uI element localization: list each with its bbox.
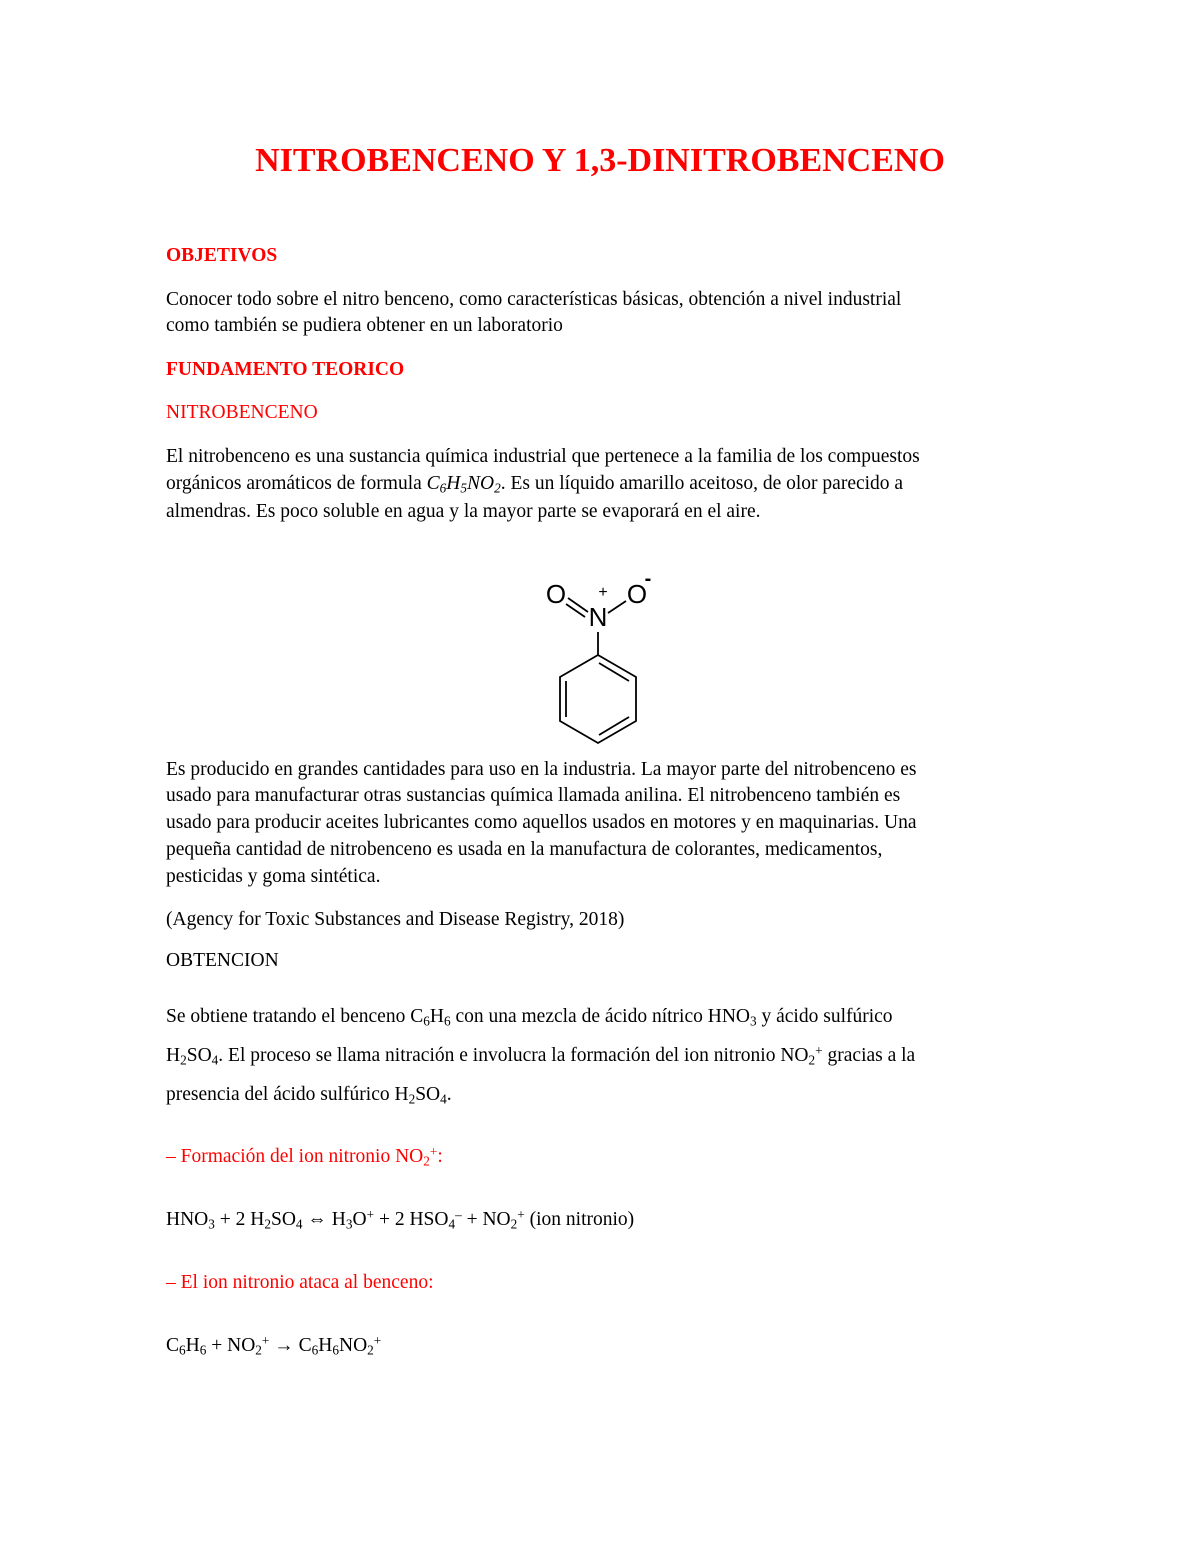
text-fragment: + NO	[206, 1335, 256, 1356]
atom-n: N	[588, 602, 608, 632]
text-fragment: → C	[269, 1335, 312, 1356]
subscript: 6	[423, 1013, 430, 1029]
nitrobenzene-structure-diagram	[535, 565, 665, 755]
objetivos-line-1: Conocer todo sobre el nitro benceno, como características básicas, obtención a nivel industrial	[166, 289, 902, 310]
subscript: 4	[295, 1216, 303, 1232]
formula-part: H	[446, 473, 461, 494]
ataque-heading: – El ion nitronio ataca al benceno:	[166, 1272, 434, 1293]
page-title: NITROBENCENO Y 1,3-DINITROBENCENO	[255, 142, 945, 179]
formula-part: NO	[467, 473, 495, 494]
text-fragment: C	[166, 1335, 180, 1356]
text-fragment: SO	[270, 1209, 296, 1230]
text-fragment: O	[352, 1209, 367, 1230]
charge-minus: -	[644, 568, 652, 590]
fundamento-heading: FUNDAMENTO TEORICO	[166, 359, 405, 380]
text-fragment: SO	[186, 1045, 212, 1066]
formacion-heading	[166, 1144, 443, 1170]
subscript: 2	[423, 1153, 430, 1169]
text-fragment: H	[166, 1045, 181, 1066]
text-fragment: + 2 H	[214, 1209, 265, 1230]
subscript: 2	[408, 1091, 416, 1107]
superscript: +	[429, 1144, 438, 1160]
paragraph-2-line-1: Es producido en grandes cantidades para uso en la industria. La mayor parte del nitrobenceno es	[166, 759, 917, 780]
superscript: –	[455, 1207, 462, 1223]
text-fragment: orgánicos aromáticos de formula	[166, 473, 427, 494]
subscript: 6	[199, 1342, 207, 1358]
text-fragment: y ácido sulfúrico	[756, 1006, 893, 1027]
subscript: 6	[179, 1342, 186, 1358]
superscript: +	[517, 1207, 525, 1223]
subscript: 2	[255, 1342, 262, 1358]
subscript: 6	[311, 1342, 319, 1358]
text-fragment: ⇔ H	[302, 1209, 346, 1230]
bond-n-o-single	[608, 601, 626, 613]
superscript: +	[373, 1333, 382, 1349]
text-fragment: . Es un líquido amarillo aceitoso, de olor parecido a	[500, 473, 904, 494]
text-fragment: (ion nitronio)	[524, 1209, 635, 1230]
subscript: 2	[367, 1342, 374, 1358]
text-fragment: HNO	[166, 1209, 209, 1230]
text-fragment: H	[185, 1335, 200, 1356]
bond-n-o-double-1	[568, 598, 588, 612]
subscript: 4	[211, 1052, 219, 1068]
text-fragment: H	[318, 1335, 333, 1356]
text-fragment: + 2 HSO	[374, 1209, 449, 1230]
formula-sub: 6	[439, 480, 447, 496]
subscript: 2	[180, 1052, 187, 1068]
paragraph-2-line-3: usado para producir aceites lubricantes como aquellos usados en motores y en maquinarias. Una	[166, 812, 917, 833]
subscript: 2	[808, 1052, 816, 1068]
text-fragment: – Formación del ion nitronio NO	[166, 1146, 424, 1167]
obtencion-line-1	[166, 1004, 893, 1030]
formula-part: C	[426, 473, 440, 494]
text-fragment: con una mezcla de ácido nítrico HNO	[450, 1006, 750, 1027]
nitrobenceno-subheading: NITROBENCENO	[166, 402, 318, 423]
superscript: +	[366, 1207, 375, 1223]
formula-c6h5no2	[427, 473, 501, 494]
formula-sub: 5	[460, 480, 468, 496]
paragraph-1-line-2	[166, 471, 903, 497]
obtencion-line-3	[166, 1082, 452, 1108]
subscript: 4	[440, 1091, 447, 1107]
paragraph-2-line-5: pesticidas y goma sintética.	[166, 866, 381, 887]
citation: (Agency for Toxic Substances and Disease Registry, 2018)	[166, 909, 625, 930]
formacion-equation	[166, 1207, 634, 1233]
subscript: 3	[208, 1216, 215, 1232]
objetivos-heading: OBJETIVOS	[166, 245, 278, 266]
paragraph-2-line-4: pequeña cantidad de nitrobenceno es usada en la manufactura de colorantes, medicamentos,	[166, 839, 883, 860]
superscript: +	[261, 1333, 270, 1349]
superscript: +	[815, 1043, 823, 1059]
paragraph-2-line-2: usado para manufacturar otras sustancias química llamada anilina. El nitrobenceno también es	[166, 785, 901, 806]
obtencion-heading: OBTENCION	[166, 950, 279, 971]
text-fragment: SO	[415, 1084, 441, 1105]
ring-double-bond-2	[599, 663, 629, 681]
subscript: 2	[264, 1216, 271, 1232]
text-fragment: gracias a la	[822, 1045, 916, 1066]
text-fragment: Se obtiene tratando el benceno C	[166, 1006, 424, 1027]
ring-double-bond-3	[599, 717, 629, 735]
atom-o-left: O	[545, 579, 567, 609]
text-fragment: presencia del ácido sulfúrico H	[166, 1084, 409, 1105]
paragraph-1-line-3: almendras. Es poco soluble en agua y la mayor parte se evaporará en el aire.	[166, 501, 761, 522]
subscript: 3	[750, 1013, 757, 1029]
objetivos-line-2: como también se pudiera obtener en un laboratorio	[166, 315, 563, 336]
atom-o-right: O	[626, 579, 648, 609]
subscript: 6	[332, 1342, 339, 1358]
text-fragment: + NO	[461, 1209, 511, 1230]
ataque-equation	[166, 1333, 381, 1359]
subscript: 3	[345, 1216, 353, 1232]
formula-sub: 2	[494, 480, 501, 496]
subscript: 6	[443, 1013, 451, 1029]
charge-plus: +	[598, 584, 608, 601]
text-fragment: H	[429, 1006, 444, 1027]
obtencion-line-2	[166, 1043, 915, 1069]
bond-n-o-double-2	[566, 604, 585, 617]
subscript: 4	[448, 1216, 456, 1232]
text-fragment: NO	[339, 1335, 368, 1356]
benzene-ring	[560, 655, 636, 743]
subscript: 2	[510, 1216, 518, 1232]
text-fragment: . El proceso se llama nitración e involucra la formación del ion nitronio NO	[218, 1045, 809, 1066]
text-fragment: :	[437, 1146, 443, 1167]
text-fragment: .	[446, 1084, 452, 1105]
paragraph-1-line-1: El nitrobenceno es una sustancia química industrial que pertenece a la familia de los compuestos	[166, 446, 920, 467]
